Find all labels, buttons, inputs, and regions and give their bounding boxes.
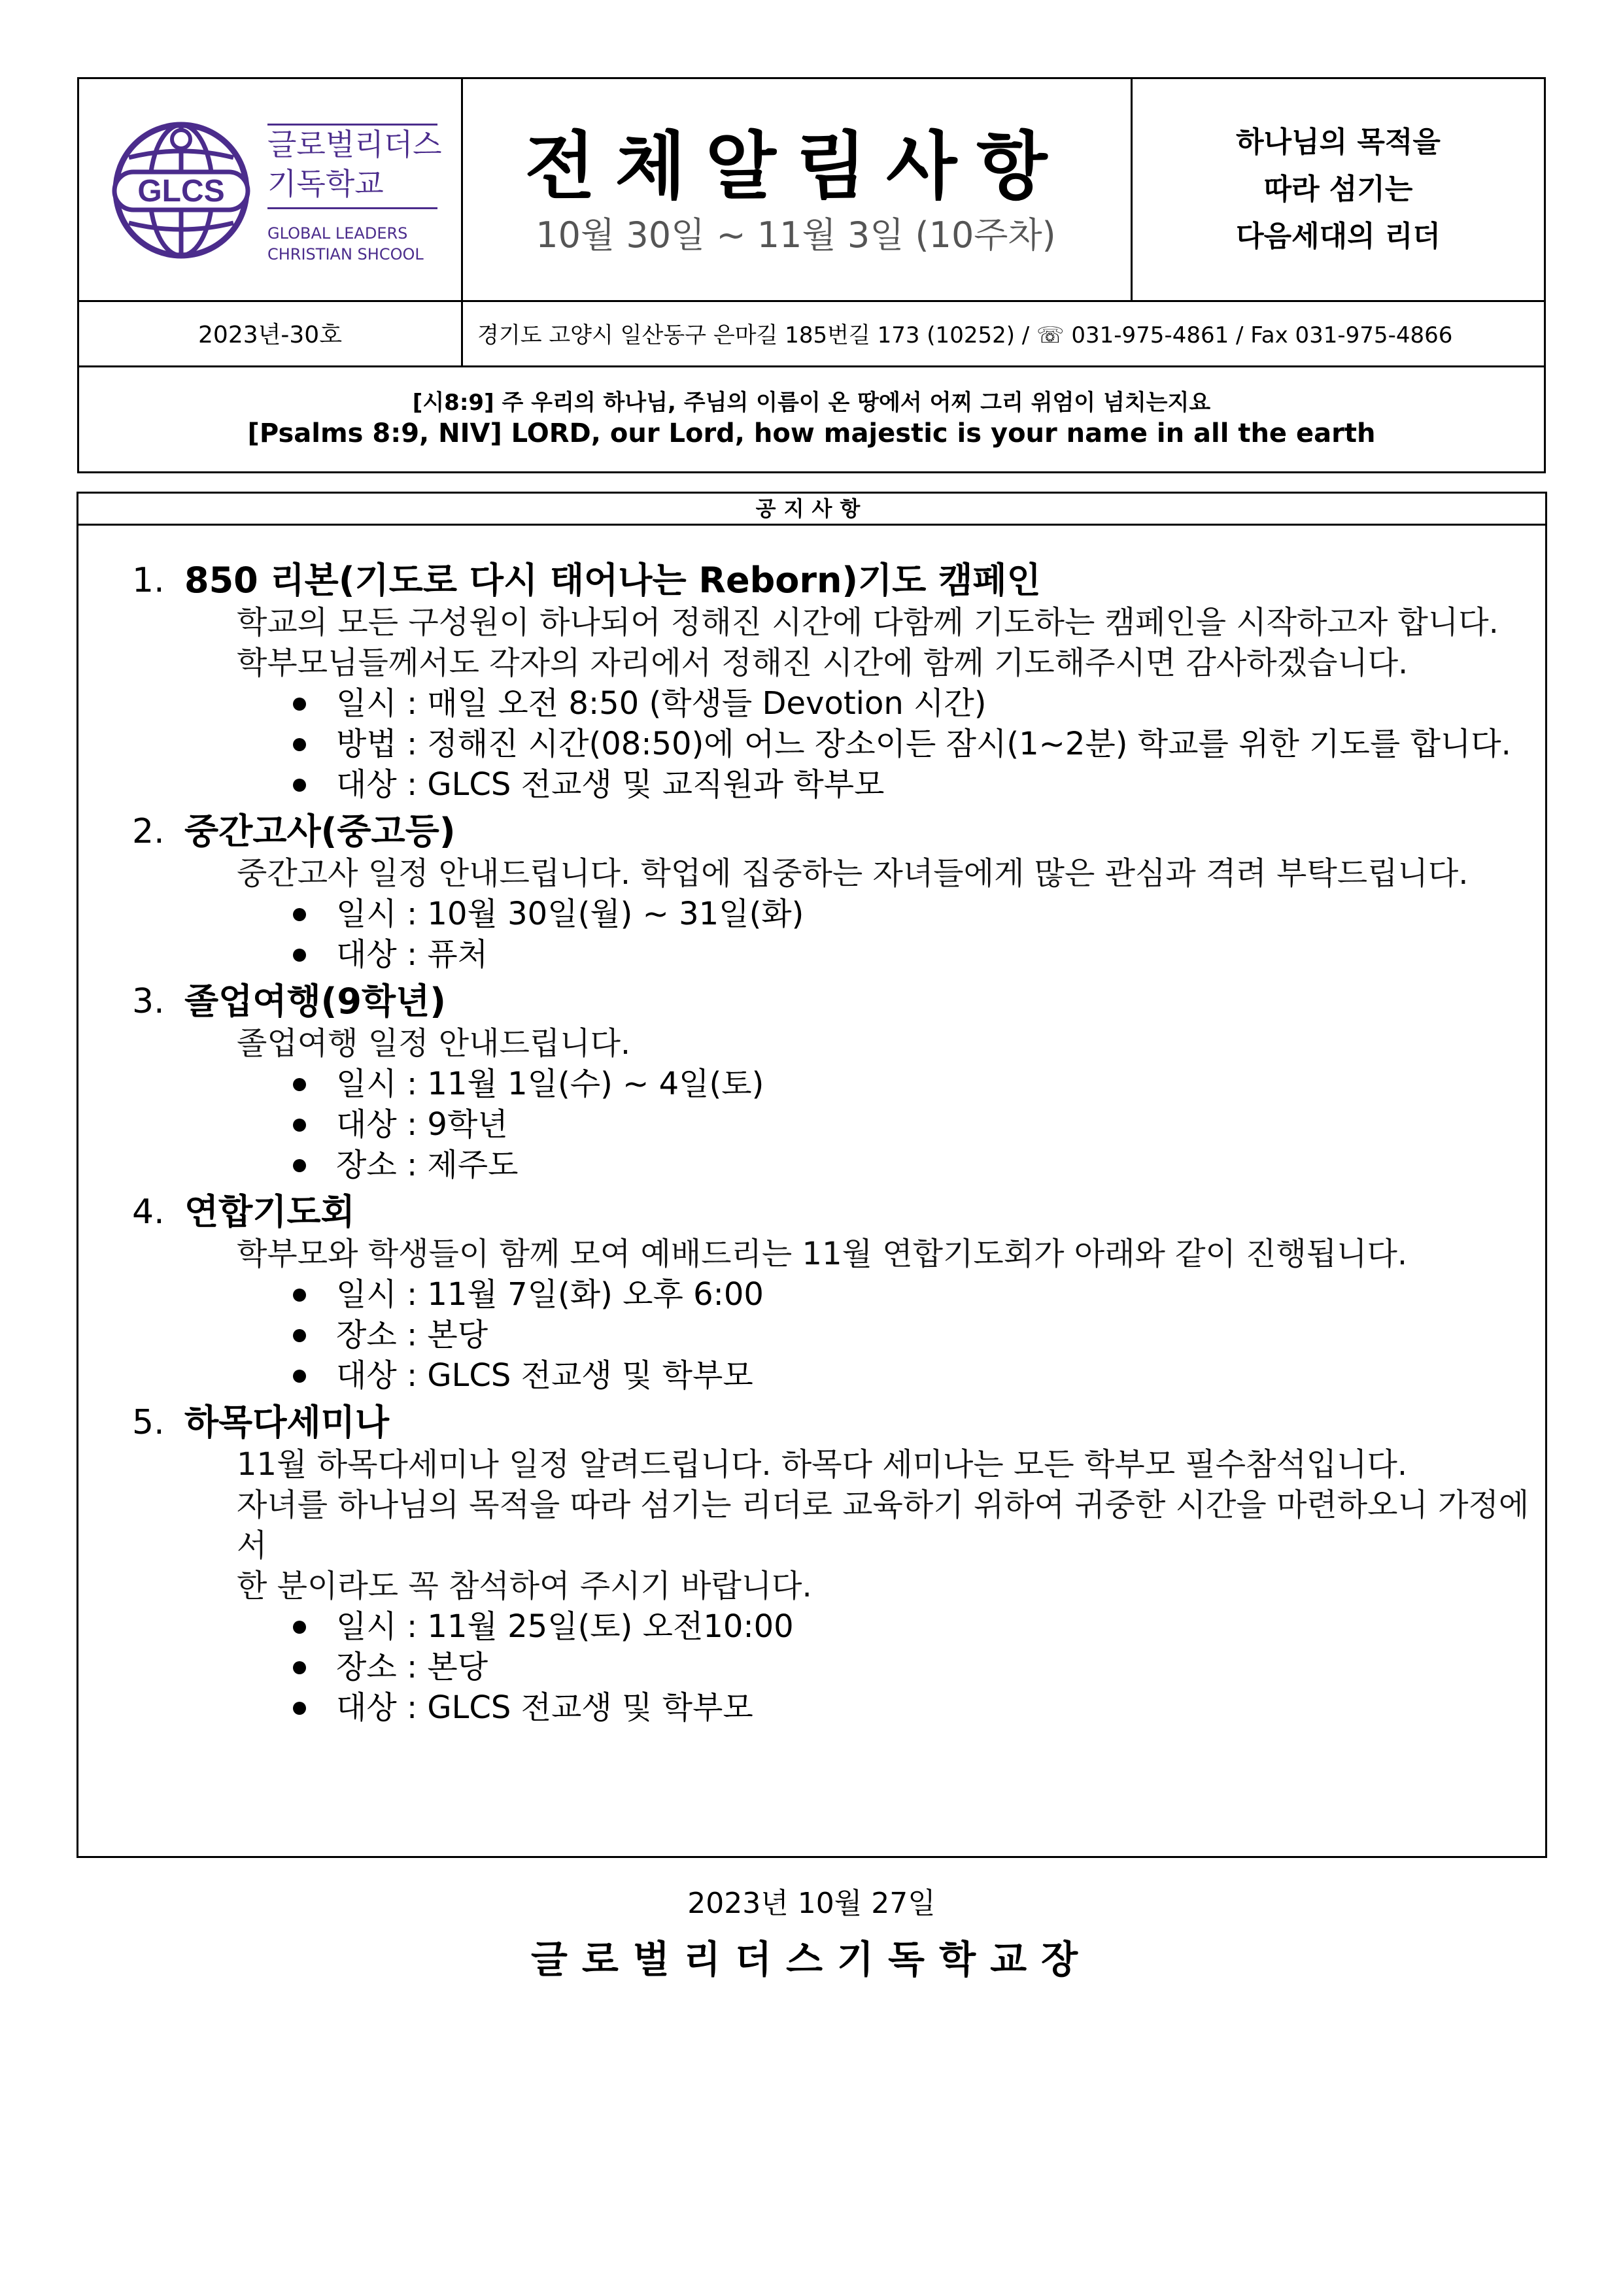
bullet-dot-icon — [293, 1329, 306, 1342]
bullet-dot-icon — [293, 1370, 306, 1383]
notice-item — [132, 559, 1545, 805]
issue-number: 2023년-30호 — [79, 300, 463, 365]
bullet-item — [289, 1606, 1545, 1647]
bullet-item — [289, 683, 1545, 724]
motto-line-1: 하나님의 목적을 — [1236, 126, 1441, 159]
motto-line-3: 다음세대의 리더 — [1236, 220, 1441, 253]
bullet-dot-icon — [293, 1159, 306, 1172]
notice-description: 학교의 모든 구성원이 하나되어 정해진 시간에 다함께 기도하는 캠페인을 시작하고자 합니다. — [237, 604, 1499, 641]
bullet-text: 일시 : 11월 7일(화) 오후 6:00 — [336, 1276, 764, 1313]
header-table — [77, 77, 1546, 473]
motto-cell — [1133, 79, 1544, 300]
notice-title: 연합기도회 — [184, 1191, 355, 1232]
bullet-item — [289, 934, 1545, 975]
bullet-item — [289, 1145, 1545, 1185]
notice-bullets — [289, 1274, 1545, 1396]
bullet-dot-icon — [293, 1289, 306, 1302]
bullet-dot-icon — [293, 1661, 306, 1674]
logo-cell — [79, 79, 463, 300]
bullet-text: 방법 : 정해진 시간(08:50)에 어느 장소이든 잠시(1~2분) 학교를 위한 기도를 합니다. — [336, 726, 1511, 762]
header-row-info — [79, 300, 1544, 367]
notice-title: 졸업여행(9학년) — [184, 981, 446, 1022]
notice-item — [132, 1190, 1545, 1396]
bullet-dot-icon — [293, 738, 306, 751]
notice-bullets — [289, 683, 1545, 805]
notice-number: 5. — [132, 1403, 165, 1442]
notice-description: 학부모와 학생들이 함께 모여 예배드리는 11월 연합기도회가 아래와 같이 진행됩니다. — [237, 1236, 1408, 1272]
notice-number: 2. — [132, 812, 165, 851]
bullet-text: 대상 : 퓨처 — [336, 936, 488, 973]
bullet-text: 일시 : 11월 25일(토) 오전10:00 — [336, 1608, 794, 1645]
bullet-text: 대상 : GLCS 전교생 및 학부모 — [336, 1357, 753, 1394]
glcs-globe-logo-icon — [103, 112, 260, 269]
bible-verse — [79, 367, 1544, 471]
bullet-dot-icon — [293, 698, 306, 711]
notice-heading: 공지사항 — [78, 494, 1545, 526]
logo-divider-bottom — [267, 207, 437, 209]
logo-korean-line2: 기독학교 — [267, 166, 384, 201]
header-row-top — [79, 79, 1544, 302]
bullet-text: 장소 : 본당 — [336, 1317, 488, 1353]
notice-title: 하목다세미나 — [184, 1402, 389, 1443]
notice-description: 학부모님들께서도 각자의 자리에서 정해진 시간에 함께 기도해주시면 감사하겠습니다. — [237, 645, 1409, 681]
bullet-item — [289, 1355, 1545, 1396]
title-cell — [461, 79, 1133, 300]
notice-box — [77, 492, 1547, 1858]
week-date-range: 10월 30일 ~ 11월 3일 (10주차) — [536, 214, 1056, 256]
bullet-dot-icon — [293, 779, 306, 792]
bullet-text: 일시 : 매일 오전 8:50 (학생들 Devotion 시간) — [336, 685, 987, 722]
page-title: 전체알림사항 — [524, 124, 1067, 209]
logo-english-name — [267, 223, 424, 265]
verse-korean: [시8:9] 주 우리의 하나님, 주님의 이름이 온 땅에서 어찌 그리 위엄이 넘치는지요 — [412, 390, 1211, 416]
bullet-item — [289, 764, 1545, 805]
bullet-text: 대상 : GLCS 전교생 및 교직원과 학부모 — [336, 766, 885, 803]
bullet-item — [289, 1687, 1545, 1728]
bullet-dot-icon — [293, 1702, 306, 1715]
logo-mark-text: GLCS — [137, 174, 225, 209]
bullet-text: 장소 : 제주도 — [336, 1147, 519, 1183]
notice-bullets — [289, 1064, 1545, 1185]
notice-item — [132, 980, 1545, 1185]
bullet-text: 일시 : 11월 1일(수) ~ 4일(토) — [336, 1066, 764, 1102]
motto-line-2: 따라 섬기는 — [1263, 173, 1413, 206]
bullet-item — [289, 1274, 1545, 1315]
bullet-item — [289, 1315, 1545, 1355]
bullet-dot-icon — [293, 908, 306, 921]
bullet-text: 대상 : GLCS 전교생 및 학부모 — [336, 1689, 753, 1726]
notice-list — [78, 559, 1545, 1728]
notice-number: 4. — [132, 1192, 165, 1232]
bullet-item — [289, 1647, 1545, 1687]
notice-bullets — [289, 1606, 1545, 1728]
logo-english-line1: GLOBAL LEADERS — [267, 224, 408, 243]
bullet-dot-icon — [293, 1621, 306, 1634]
bullet-text: 일시 : 10월 30일(월) ~ 31일(화) — [336, 896, 804, 932]
bullet-text: 대상 : 9학년 — [336, 1106, 508, 1143]
notice-title: 중간고사(중고등) — [184, 811, 456, 852]
bullet-dot-icon — [293, 949, 306, 962]
logo-korean-name — [267, 125, 442, 203]
school-address: 경기도 고양시 일산동구 은마길 185번길 173 (10252) / ☏ 031-975-4861 / Fax 031-975-4866 — [477, 322, 1453, 348]
bullet-item — [289, 724, 1545, 764]
logo-korean-line1: 글로벌리더스 — [267, 127, 442, 162]
notice-number: 1. — [132, 561, 165, 600]
bullet-item — [289, 1104, 1545, 1145]
bullet-dot-icon — [293, 1119, 306, 1132]
logo-divider-top — [267, 124, 437, 126]
notice-title: 850 리본(기도로 다시 태어나는 Reborn)기도 캠페인 — [184, 560, 1041, 601]
notice-item — [132, 1401, 1545, 1728]
issue-date: 2023년 10월 27일 — [687, 1887, 936, 1920]
bullet-item — [289, 894, 1545, 934]
notice-description: 중간고사 일정 안내드립니다. 학업에 집중하는 자녀들에게 많은 관심과 격려 부탁드립니다. — [237, 855, 1469, 892]
notice-bullets — [289, 894, 1545, 975]
bullet-dot-icon — [293, 1078, 306, 1091]
notice-item — [132, 810, 1545, 975]
bullet-text: 장소 : 본당 — [336, 1649, 488, 1685]
notice-description: 졸업여행 일정 안내드립니다. — [237, 1025, 631, 1062]
verse-english: [Psalms 8:9, NIV] LORD, our Lord, how majestic is your name in all the earth — [247, 418, 1376, 448]
notice-description: 11월 하목다세미나 일정 알려드립니다. 하목다 세미나는 모든 학부모 필수참석입니다. — [237, 1446, 1408, 1483]
logo-english-line2: CHRISTIAN SHCOOL — [267, 245, 424, 263]
bullet-item — [289, 1064, 1545, 1104]
notice-description: 한 분이라도 꼭 참석하여 주시기 바랍니다. — [237, 1568, 812, 1604]
principal-signature: 글로벌리더스기독학교장 — [530, 1937, 1093, 1982]
notice-description: 자녀를 하나님의 목적을 따라 섬기는 리더로 교육하기 위하여 귀중한 시간을 마련하오니 가정에서 — [237, 1487, 1529, 1564]
notice-number: 3. — [132, 982, 165, 1021]
